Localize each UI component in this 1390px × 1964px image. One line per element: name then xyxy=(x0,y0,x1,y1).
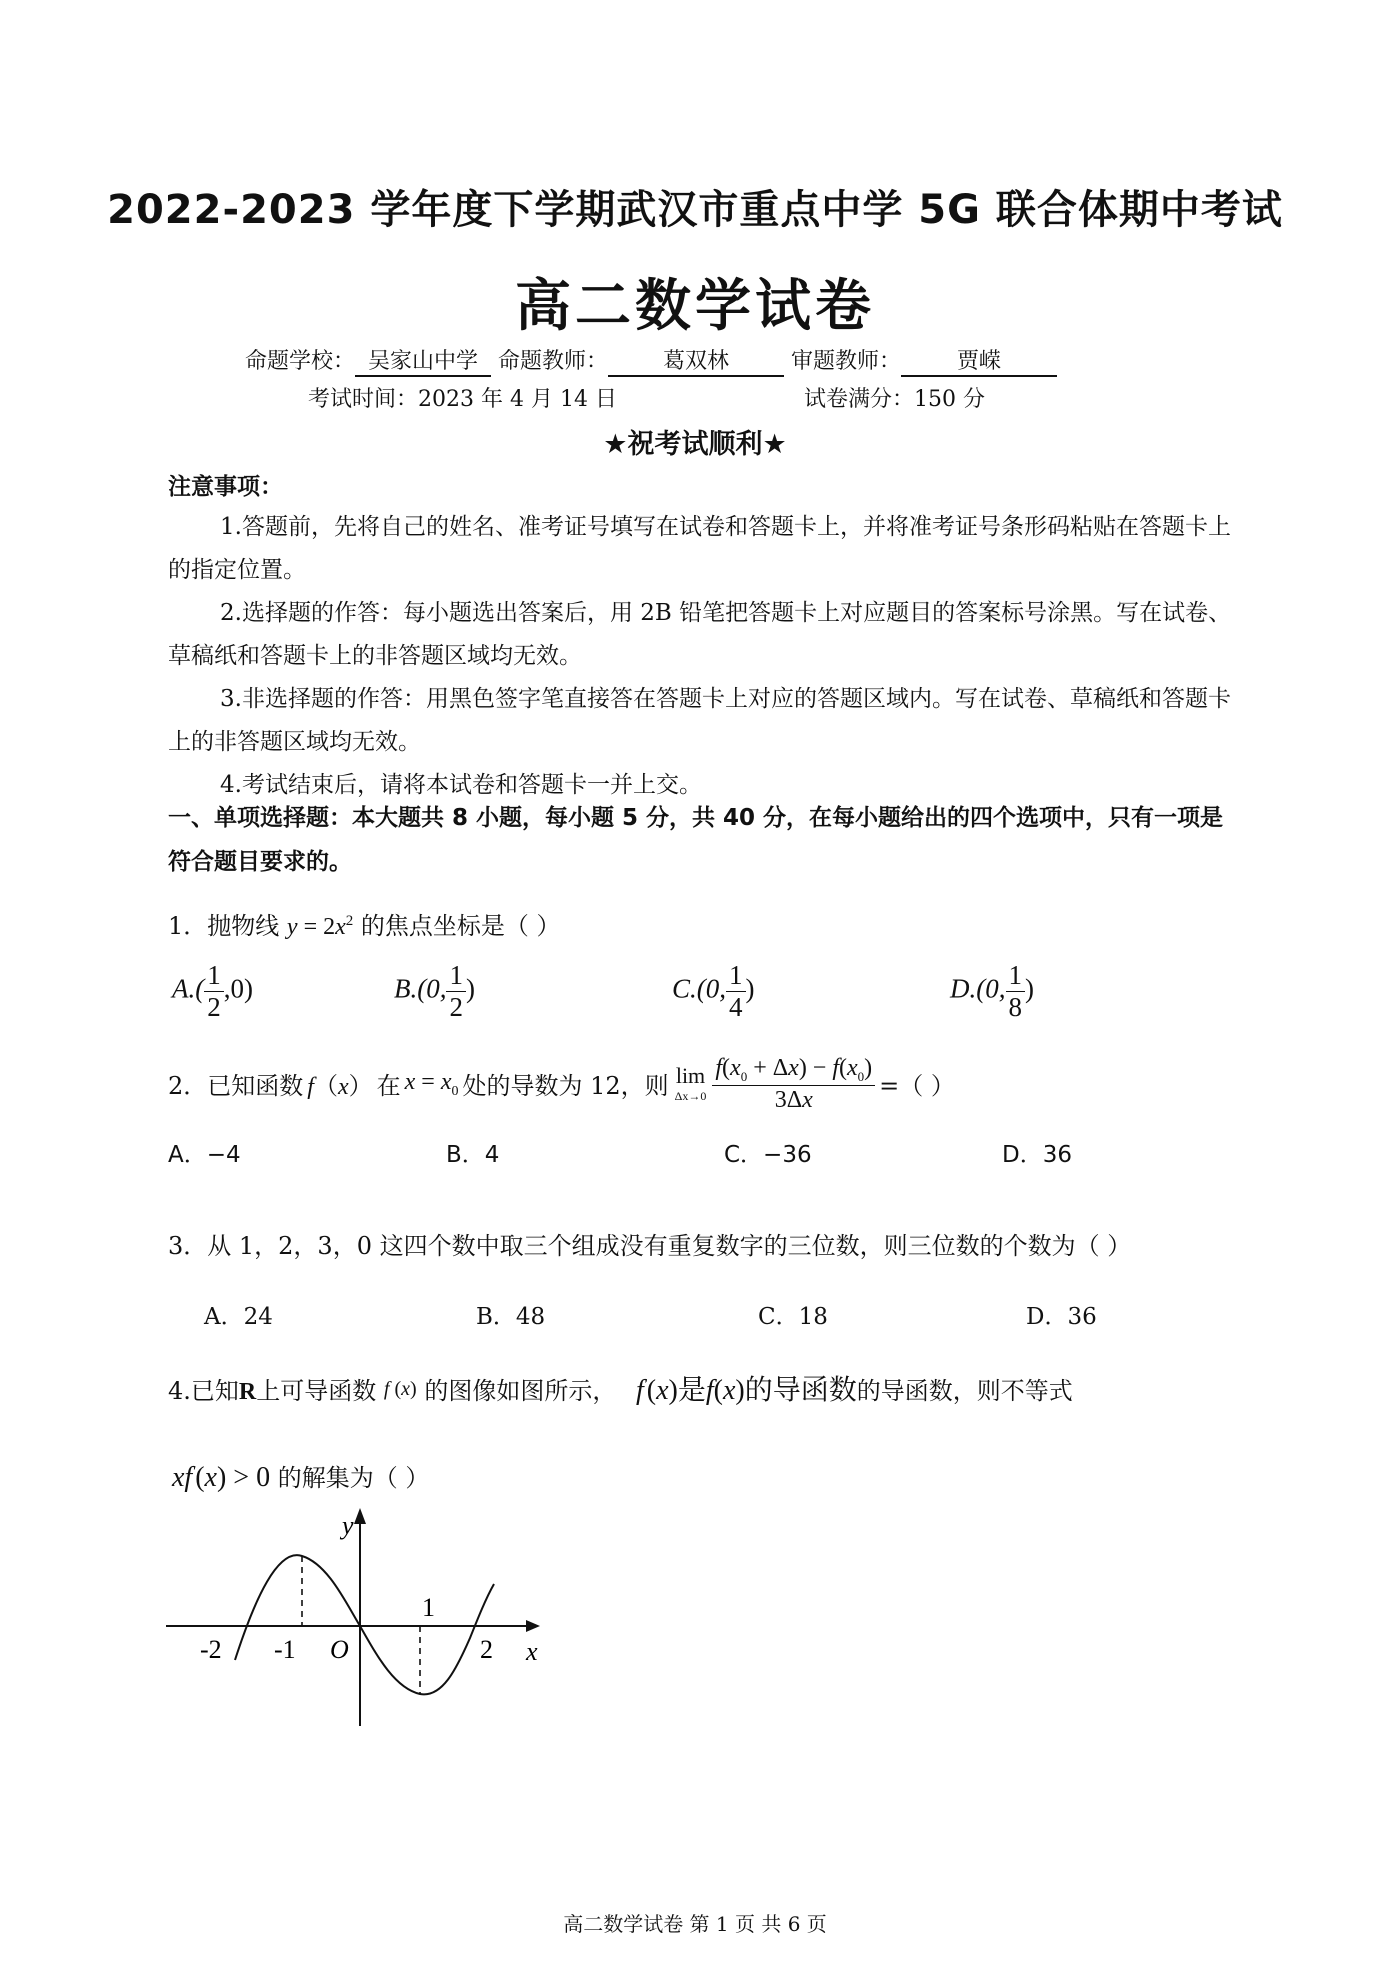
school-value: 吴家山中学 xyxy=(355,349,491,377)
q4-inequality: xf'(x) > 0 xyxy=(172,1462,271,1493)
q4-mid2: 的图像如图所示， xyxy=(424,1377,617,1405)
page-footer: 高二数学试卷 第 1 页 共 6 页 xyxy=(563,1912,827,1936)
notice-item: 2.选择题的作答：每小题选出答案后，用 2B 铅笔把答题卡上对应题目的答案标号涂黑。写在试卷、草稿纸和答题卡上的非答题区域均无效。 xyxy=(168,600,1232,669)
exam-time: 考试时间：2023 年 4 月 14 日 xyxy=(308,387,617,412)
q2-x0: $x = x_0$ xyxy=(404,1068,459,1099)
q2-fraction: $\frac{f(x_0 + \Delta x) - f(x_0)}{3\Delta x}$ xyxy=(712,1056,875,1112)
q2-mid2: 处的导数为 12，则 xyxy=(462,1072,669,1101)
tick-label-neg2: -2 xyxy=(200,1635,222,1664)
q2-mid1: 在 xyxy=(376,1072,401,1101)
origin-label: O xyxy=(330,1635,349,1664)
y-label: y xyxy=(342,1511,354,1540)
tick-label-2: 2 xyxy=(480,1635,493,1664)
q2-option-a: A．−4 xyxy=(168,1142,241,1168)
q3-option-d: D．36 xyxy=(1026,1304,1097,1330)
notice-item: 4.考试结束后，请将本试卷和答题卡一并上交。 xyxy=(220,772,702,798)
setter-label: 命题教师： xyxy=(498,349,609,374)
tick-label-neg1: -1 xyxy=(274,1635,296,1664)
q4-fx: f (x) xyxy=(383,1378,417,1400)
question-1 xyxy=(168,906,561,941)
section-heading: 一、单项选择题：本大题共 8 小题，每小题 5 分，共 40 分，在每小题给出的四个选项中，只有一项是符合题目要求的。 xyxy=(168,805,1224,875)
x-axis-arrow-icon xyxy=(526,1620,540,1632)
setter-info-row xyxy=(245,344,1057,377)
q1-suffix: 的焦点坐标是（ ） xyxy=(360,912,561,940)
q2-option-d: D．36 xyxy=(1002,1142,1072,1168)
notice-item: 1.答题前，先将自己的姓名、准考证号填写在试卷和答题卡上，并将准考证号条形码粘贴在答题卡上的指定位置。 xyxy=(168,514,1231,583)
q2-prefix: 2．已知函数 xyxy=(168,1072,304,1101)
q2-option-c: C．−36 xyxy=(724,1142,812,1168)
q3-option-b: B．48 xyxy=(476,1304,546,1330)
q4-line2 xyxy=(172,1458,429,1494)
q4-mid1: 上可导函数 xyxy=(256,1377,377,1405)
q1-prefix: 1．抛物线 xyxy=(168,912,280,940)
q1-option-d: D.(0, $\frac{1}{8}$ ) xyxy=(950,960,1034,1022)
q4-r: R xyxy=(238,1379,257,1405)
q1-option-a: A.( $\frac{1}{2}$ ,0) xyxy=(172,960,253,1022)
q2-lim: lim Δx→0 xyxy=(674,1063,707,1104)
x-label: x xyxy=(526,1637,538,1666)
q4-prefix: 4.已知 xyxy=(168,1377,239,1405)
notice-title: 注意事项： xyxy=(168,474,283,500)
q1-option-c: C.(0, $\frac{1}{4}$ ) xyxy=(672,960,755,1022)
notice-item: 3.非选择题的作答：用黑色签字笔直接答在答题卡上对应的答题区域内。写在试卷、草稿纸和答题卡上的非答题区域均无效。 xyxy=(168,686,1231,755)
q2-suffix: =（ ） xyxy=(879,1072,955,1101)
exam-title: 2022-2023 学年度下学期武汉市重点中学 5G 联合体期中考试 xyxy=(107,187,1283,233)
q4-mid3: 的导函数，则不等式 xyxy=(856,1377,1073,1405)
q2-option-b: B．4 xyxy=(446,1142,500,1168)
q3-option-a: A．24 xyxy=(204,1304,273,1330)
y-axis-arrow-icon xyxy=(354,1508,366,1524)
q4-function-graph xyxy=(160,1498,560,1728)
q1-option-b: B.(0, $\frac{1}{2}$ ) xyxy=(394,960,475,1022)
question-4 xyxy=(168,1368,1073,1408)
blessing: ★祝考试顺利★ xyxy=(603,429,787,460)
q1-formula: $y = 2x^2$ xyxy=(286,913,354,940)
q3-option-c: C．18 xyxy=(758,1304,828,1330)
notice-list xyxy=(168,506,1232,807)
q4-line2-suffix: 的解集为（ ） xyxy=(277,1464,430,1492)
full-score: 试卷满分：150 分 xyxy=(804,387,985,412)
tick-label-1: 1 xyxy=(422,1593,435,1622)
question-3: 3．从 1，2，3，0 这四个数中取三个组成没有重复数字的三位数，则三位数的个数为（ ） xyxy=(168,1232,1132,1260)
setter-value: 葛双林 xyxy=(608,349,784,377)
function-curve xyxy=(235,1555,494,1694)
reviewer-value: 贾嵘 xyxy=(901,349,1057,377)
school-label: 命题学校： xyxy=(245,349,356,374)
reviewer-label: 审题教师： xyxy=(791,349,902,374)
question-2 xyxy=(168,1056,955,1112)
q2-fx: f（x） xyxy=(307,1074,373,1101)
paper-title: 高二数学试卷 xyxy=(515,274,875,339)
q4-derivative: f'(x)是f(x)的导函数 xyxy=(635,1375,857,1406)
